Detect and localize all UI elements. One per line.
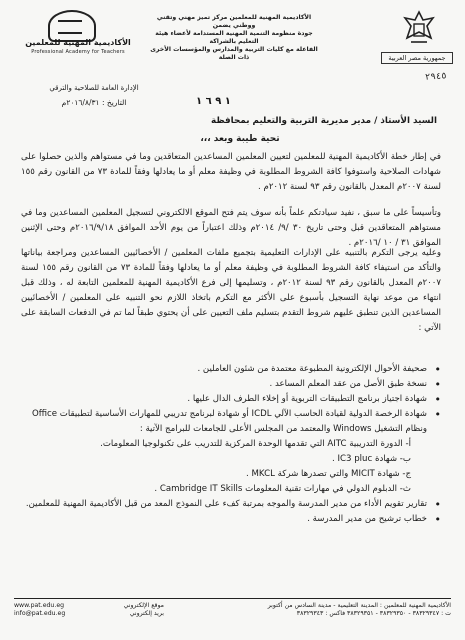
list-subitem: أ- الدورة التدريبية AITC التي تقدمها الوحدة المركزية للتدريب على تكنولوجيا المعلومات.: [100, 439, 411, 449]
list-subitem: ج- شهادة MICIT والتي تصدرها شركة MKCL .: [246, 469, 411, 479]
paragraph-intro: في إطار خطة الأكاديمية المهنية للمعلمين لتعيين المعلمين المساعدين المتعاقدين وما في مستواهم والذين حصلوا على شهادات الصلاحية واستوفوا كافة الشروط المطلوبة في وظيفة معلم أو ما يعادلها وفقاً للمادة ٧٣ من القانون رقم ١٥٥ لسنة ٢٠٠٧م المعدل بالقانون رقم ٩٣ لسنة ٢٠١٢م .: [21, 152, 441, 192]
logo-arabic-text: الأكاديمية المهنية للمعلمين: [25, 38, 131, 47]
list-item: • نسخة طبق الأصل من عقد المعلم المساعد .: [21, 377, 441, 392]
email-label: بريد إلكتروني: [129, 610, 164, 617]
header-mission-text: [148, 14, 320, 62]
list-item: • شهادة الرخصة الدولية لقيادة الحاسب الآلي ICDL أو شهادة لبرنامج تدريبي للمهارات الأساسية لتطبيقات Office ونظام التشغيل Windows والمعتمد من المجلس الأعلى للجامعات للبرامج الآتية :: [21, 407, 441, 437]
letter-greeting: تحية طيبة وبعد ،،،: [200, 134, 280, 144]
country-label: جمهورية مصر العربية: [381, 52, 453, 64]
admin-department: الإدارة العامة للصلاحية والترقي: [49, 84, 139, 92]
requirements-list: [21, 362, 441, 527]
letter-addressee: السيد الأستاذ / مدير مديرية التربية والتعليم بمحافظة: [210, 116, 437, 126]
footer-website-row: [14, 602, 164, 610]
website-label: موقع الإلكتروني: [123, 602, 164, 609]
list-item: • خطاب ترشيح من مدير المدرسة .: [21, 512, 441, 527]
email-link[interactable]: info@pat.edu.eg: [14, 610, 66, 617]
academy-logo: [18, 10, 138, 56]
paragraph-instructions: وعليه يرجى التكرم بالتنبيه على الإدارات التعليمية بتجميع ملفات المعلمين / الأخصائيين المساعدين ومراجعة بياناتها والتأكد من استيفاء كافة الشروط المطلوبة في وظيفة معلم أو ما يعادلها وفقاً للمادة ٧٣ من القانون رقم ١٥٥ لسنة ٢٠٠٧م المعدل بالقانون رقم ٩٣ لسنة ٢٠١٢م ، وتسليمها إلى فرع الأكاديمية المهنية للمعلمين التابعة له ، وذلك قبل انتهاء من موعد نهاية التسجيل بأسبوع على الأكثر مع التكرم باتخاذ اللازم نحو التنبيه على المعلمين / الأخصائيين المساعدين الذين تنطبق عليهم شروط التقدم بتسليم ملف التعيين على أن يحتوي طبقاً لما تم في الدفعات السابقة على الآتي :: [21, 248, 441, 333]
mission-line: الأكاديمية المهنية للمعلمين مركز تميز مهني وتقني ووطني يضمن: [156, 14, 312, 29]
mission-line: الفاعلة مع كليات التربية والمدارس والمؤسسات الأخرى ذات الصلة: [150, 46, 318, 61]
list-item: • صحيفة الأحوال الإلكترونية المطبوعة معتمدة من شئون العاملين .: [21, 362, 441, 377]
mission-line: جودة منظومة التنمية المهنية المستدامة لأعضاء هيئة التعليم بالشراكة: [155, 30, 313, 45]
footer-contact: [14, 602, 164, 618]
list-subitem: ث- الدبلوم الدولي في مهارات تقنية المعلومات Cambridge IT Skills .: [154, 484, 411, 494]
logo-english-text: Professional Academy for Teachers: [31, 49, 125, 55]
footer-address-line: الأكاديمية المهنية للمعلمين : المدينة التعليمية - مدينة السادس من أكتوبر: [267, 602, 451, 609]
list-item: • تقارير تقويم الأداء من مدير المدرسة والموجه بمرتبة كفء على النموذج المعد من قبل الأكاديمية المهنية للمعلمين.: [21, 497, 441, 512]
website-link[interactable]: www.pat.edu.eg: [14, 602, 65, 609]
footer-address: [171, 602, 451, 618]
list-item: • شهادة اجتياز برنامج التطبيقات التربوية أو إخلاء الطرف الدال عليها .: [21, 392, 441, 407]
eagle-emblem-icon: [399, 8, 439, 48]
serial-number: ٢٩٤٥: [424, 71, 448, 83]
list-subitem: ب- شهادة IC3 pluc .: [332, 454, 411, 464]
paragraph-registration: وتأسيساً على ما سبق ، نفيد سيادتكم علماً بأنه سوف يتم فتح الموقع الالكتروني لتسجيل المعلمين المساعدين وما في مستواهم المتعاقدين قبل وحتى تاريخ ٣٠ /٩/ ٢٠١٤م وذلك اعتباراً من يوم الأحد الموافق ٢٠١٦/٩/١٨م وحتى الإثنين الموافق ٣١ / ١٠ /٢٠١٦م .: [21, 208, 442, 248]
footer-divider: [14, 598, 451, 599]
footer-phone-line: ت : ٣٨٣٢٩٣٤٧ - ٣٨٣٢٩٣٥٠ - ٣٨٣٢٩٣٥١ فاكس : ٣٨٣٢٩٣٤٣: [296, 610, 451, 617]
registry-stamp: ١ ٩ ٦ ١: [196, 96, 231, 107]
footer-email-row: [14, 610, 164, 618]
letter-date: التاريخ : ٢٠١٦/٨/٣١م: [61, 98, 127, 107]
